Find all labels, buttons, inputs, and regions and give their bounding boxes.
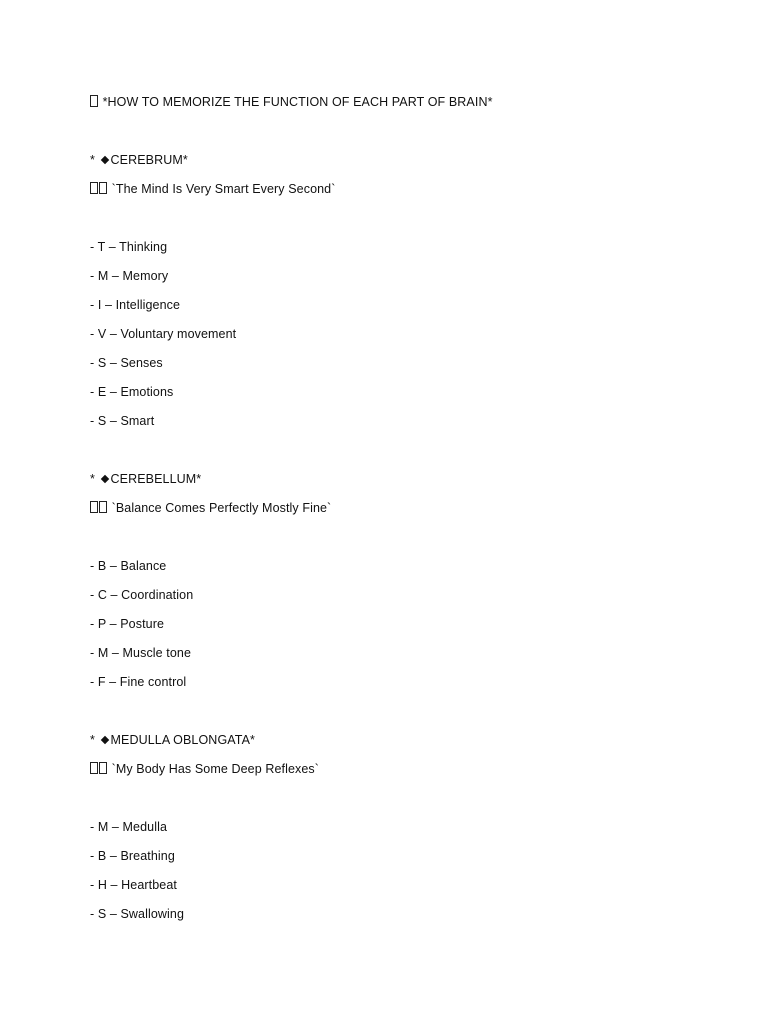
blank-line [90, 701, 690, 730]
list-item: - M – Memory [90, 269, 169, 283]
document-body [90, 92, 690, 933]
missing-glyph-pair [90, 762, 108, 776]
section-heading-text: CEREBRUM* [110, 153, 188, 167]
list-item: - H – Heartbeat [90, 878, 177, 892]
missing-glyph-box-icon [90, 182, 98, 194]
missing-glyph-box-icon [99, 501, 107, 513]
document-title-line [90, 92, 690, 121]
missing-glyph-box-icon [99, 762, 107, 774]
diamond-bullet-icon [100, 475, 108, 483]
mnemonic-text: `The Mind Is Very Smart Every Second` [111, 182, 336, 196]
mnemonic-line-cerebellum [90, 498, 690, 527]
list-item: - S – Senses [90, 356, 163, 370]
list-item: - S – Swallowing [90, 907, 185, 921]
blank-line [90, 121, 690, 150]
list-item: - B – Balance [90, 559, 167, 573]
diamond-bullet-icon [100, 736, 108, 744]
list-item: - P – Posture [90, 617, 165, 631]
list-item: - E – Emotions [90, 385, 174, 399]
list-item: - S – Smart [90, 414, 155, 428]
section-heading-text: MEDULLA OBLONGATA* [110, 733, 255, 747]
missing-glyph-box-icon [90, 501, 98, 513]
blank-line [90, 208, 690, 237]
list-item: - T – Thinking [90, 240, 168, 254]
section-heading-text: CEREBELLUM* [110, 472, 202, 486]
blank-line [90, 440, 690, 469]
mnemonic-text: `Balance Comes Perfectly Mostly Fine` [111, 501, 332, 515]
list-item: - V – Voluntary movement [90, 327, 237, 341]
section-heading-cerebellum [90, 469, 690, 498]
blank-line [90, 527, 690, 556]
blank-line [90, 788, 690, 817]
missing-glyph-box-icon [90, 95, 98, 107]
heading-star: * [90, 733, 95, 747]
missing-glyph-box-icon [99, 182, 107, 194]
list-item: - F – Fine control [90, 675, 187, 689]
document-title: *HOW TO MEMORIZE THE FUNCTION OF EACH PART OF BRAIN* [102, 95, 493, 109]
missing-glyph-pair [90, 501, 108, 515]
mnemonic-text: `My Body Has Some Deep Reflexes` [111, 762, 320, 776]
heading-star: * [90, 153, 95, 167]
section-heading-medulla-oblongata [90, 730, 690, 759]
list-item: - B – Breathing [90, 849, 175, 863]
list-item: - I – Intelligence [90, 298, 181, 312]
diamond-bullet-icon [100, 156, 108, 164]
list-item: - C – Coordination [90, 588, 194, 602]
mnemonic-line-cerebrum [90, 179, 690, 208]
section-heading-cerebrum [90, 150, 690, 179]
heading-star: * [90, 472, 95, 486]
missing-glyph-pair [90, 182, 108, 196]
list-item: - M – Medulla [90, 820, 168, 834]
list-item: - M – Muscle tone [90, 646, 192, 660]
mnemonic-line-medulla [90, 759, 690, 788]
missing-glyph-box-icon [90, 762, 98, 774]
